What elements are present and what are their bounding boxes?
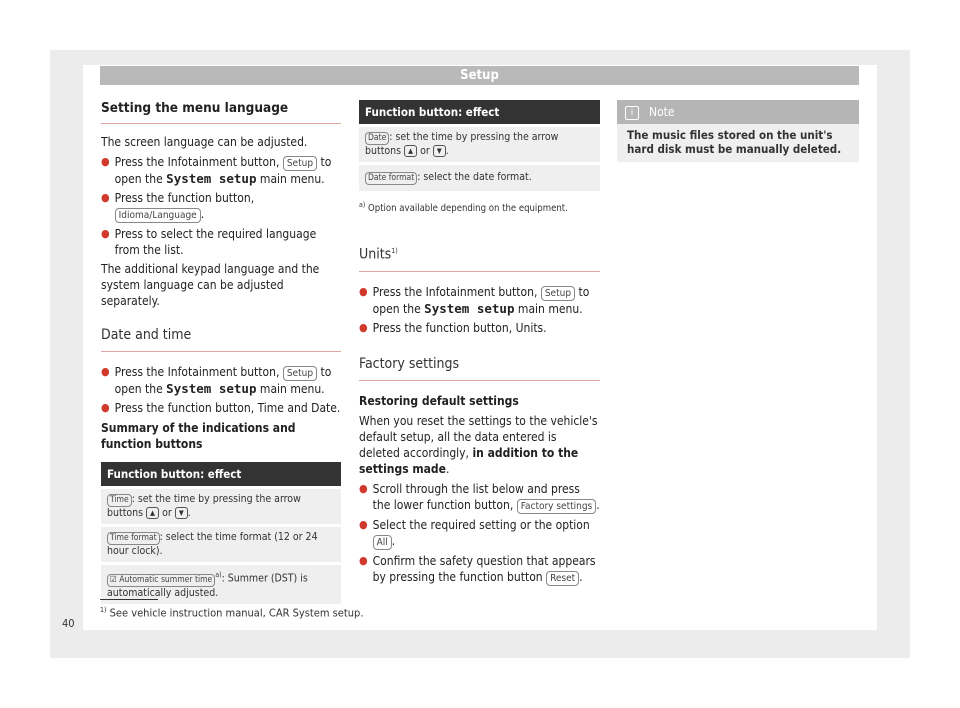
paragraph: The additional keypad language and the system language can be adjusted separately. — [101, 262, 320, 308]
text: : set the time by pressing the arrow buttons — [365, 131, 559, 157]
text: to open the — [114, 365, 332, 396]
list-item — [101, 154, 341, 187]
bullet-icon: ● — [101, 155, 110, 168]
text: main menu. — [517, 301, 583, 316]
text: main menu. — [259, 172, 325, 186]
table-header: Function button: effect — [359, 100, 600, 124]
note-box — [617, 100, 859, 162]
text: to open the — [114, 155, 332, 186]
bullet-icon: ● — [101, 227, 110, 240]
text: Select the required setting or the option — [372, 517, 590, 532]
bullet-icon: ● — [101, 191, 110, 204]
table-header: Function button: effect — [101, 462, 341, 486]
text: Press the Infotainment button, — [114, 155, 280, 169]
note-title: Note — [649, 105, 675, 119]
page-footnote — [100, 606, 363, 620]
text: Option available depending on the equipment. — [368, 203, 568, 215]
footnote-ref: 1) — [391, 247, 398, 256]
intro-text: The screen language can be adjusted. — [101, 135, 308, 149]
list-item — [359, 481, 600, 514]
arrow-up-icon: ▲ — [146, 507, 159, 519]
list-item — [101, 226, 341, 258]
date-format-key: Date format — [365, 172, 417, 185]
bullet-icon: ● — [359, 481, 368, 495]
footnote-mark: a) — [359, 201, 366, 209]
bullet-icon: ● — [359, 517, 368, 531]
section-title-factory: Factory settings — [359, 356, 600, 381]
factory-settings-key: Factory settings — [517, 499, 597, 514]
text: Press to select the required language from the list. — [114, 227, 317, 257]
text: Confirm the safety question that appears by pressing the function button — [372, 553, 596, 584]
column-1 — [101, 100, 341, 604]
checkbox-icon: ☑ — [110, 574, 117, 585]
list-item — [101, 364, 341, 397]
table-row — [101, 562, 341, 604]
text: Scroll through the list below and press the lower function button, — [372, 481, 580, 512]
table-row: Time : set the time by pressing the arrow buttons ▲ or ▼ . — [101, 486, 341, 524]
text: See vehicle instruction manual, CAR System setup. — [109, 606, 364, 620]
text: main menu. — [259, 382, 325, 396]
text: Automatic summer time — [119, 574, 213, 585]
menu-name: System setup — [166, 171, 257, 186]
info-icon: i — [625, 106, 639, 120]
text: Press the Infotainment button, — [114, 365, 280, 379]
footnote-mark: 1) — [100, 606, 107, 614]
table-row — [359, 162, 600, 191]
bullet-icon: ● — [101, 401, 110, 414]
note-header — [617, 100, 859, 124]
text: Press the function button, Units. — [372, 320, 547, 335]
time-format-key: Time format — [107, 532, 160, 545]
table-row: Date : set the time by pressing the arrow buttons ▲ or ▼ . — [359, 124, 600, 162]
column-3 — [617, 100, 859, 162]
list-item — [101, 400, 341, 416]
arrow-down-icon: ▼ — [175, 507, 188, 519]
footnote-ref: a) — [215, 571, 222, 579]
arrow-down-icon: ▼ — [433, 145, 446, 157]
text: : select the time format (12 or 24 hour clock). — [107, 531, 318, 557]
all-key: All — [373, 535, 392, 550]
text: . — [596, 497, 600, 512]
list-item — [359, 320, 600, 336]
bullet-icon: ● — [359, 320, 368, 334]
text: Press the function button, — [114, 191, 255, 205]
text: Press the function button, Time and Date. — [114, 401, 341, 415]
restore-heading: Restoring default settings — [359, 393, 519, 408]
restore-paragraph — [359, 413, 600, 477]
setup-key: Setup — [541, 286, 575, 301]
text: . — [579, 569, 583, 584]
arrow-up-icon: ▲ — [404, 145, 417, 157]
table-row — [101, 524, 341, 562]
text: in addition to the settings made — [359, 445, 579, 476]
section-title-date-time: Date and time — [101, 327, 341, 352]
column-2 — [359, 100, 600, 589]
menu-name: System setup — [166, 381, 257, 396]
language-key: Idioma/Language — [115, 208, 201, 223]
function-table — [359, 100, 600, 191]
reset-key: Reset — [546, 571, 579, 586]
text: or — [162, 507, 172, 519]
automatic-summer-time-key — [107, 574, 215, 587]
section-title-language: Setting the menu language — [101, 100, 341, 124]
text: . — [391, 533, 396, 548]
text: Units — [359, 246, 392, 263]
menu-name: System setup — [424, 300, 515, 316]
setup-key: Setup — [283, 156, 317, 171]
text: or — [420, 145, 430, 157]
list-item — [101, 190, 341, 223]
text: . — [200, 207, 205, 221]
text: . — [445, 461, 450, 476]
date-key: Date — [365, 132, 389, 145]
text: to open the — [372, 284, 590, 316]
summary-heading: Summary of the indications and function buttons — [101, 421, 296, 451]
bullet-icon: ● — [101, 365, 110, 378]
time-key: Time — [107, 494, 132, 507]
text: When you reset the settings to the vehicle's default setup, all the data entered is deleted accordingly, — [359, 413, 598, 460]
section-title-units — [359, 243, 600, 272]
list-item — [359, 284, 600, 317]
page-number: 40 — [62, 617, 75, 630]
list-item — [359, 553, 600, 586]
bullet-icon: ● — [359, 284, 368, 298]
text: : select the date format. — [417, 171, 532, 183]
page-header: Setup — [100, 66, 859, 85]
function-table — [101, 462, 341, 604]
note-text: The music files stored on the unit's hard disk must be manually deleted. — [627, 128, 842, 156]
table-footnote — [359, 197, 600, 217]
setup-key: Setup — [283, 366, 317, 381]
text: : Summer (DST) is automatically adjusted. — [107, 572, 308, 599]
list-item — [359, 517, 600, 550]
footnote-divider — [100, 599, 158, 600]
bullet-icon: ● — [359, 553, 368, 567]
text: Press the Infotainment button, — [372, 284, 538, 299]
text: : set the time by pressing the arrow buttons — [107, 493, 301, 519]
